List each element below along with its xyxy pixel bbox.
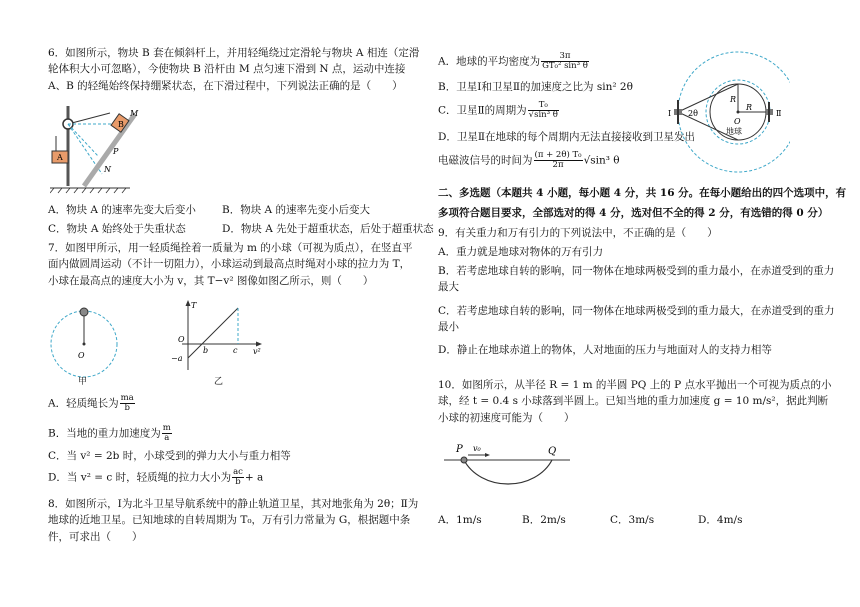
q8-option-b: B．卫星Ⅰ和卫星Ⅱ的加速度之比为 sin² 2θ bbox=[438, 81, 633, 93]
svg-text:c: c bbox=[233, 346, 238, 355]
svg-text:2θ: 2θ bbox=[688, 109, 698, 118]
svg-text:−a: −a bbox=[171, 354, 183, 363]
svg-text:N: N bbox=[104, 165, 111, 174]
q7-option-d: D．当 v² = c 时，轻质绳的拉力大小为 $\frac{ac}{b}$ + a bbox=[48, 467, 264, 487]
svg-text:T: T bbox=[191, 301, 197, 310]
svg-text:O: O bbox=[178, 335, 185, 344]
svg-text:O: O bbox=[734, 117, 741, 126]
svg-text:R: R bbox=[730, 95, 737, 104]
svg-text:B: B bbox=[118, 120, 124, 129]
svg-text:Ⅰ: Ⅰ bbox=[668, 109, 672, 118]
q6-option-a: A．物块 A 的速率先变大后变小 bbox=[48, 204, 196, 216]
q6-figure bbox=[50, 104, 160, 196]
q7-option-a: A．轻质绳长为 $\frac{ma}{b}$ bbox=[48, 393, 134, 413]
q8-option-c: C．卫星Ⅱ的周期为 $\frac{\text{T₀}}{\text{√sin³ θ}}$ bbox=[438, 100, 558, 120]
q9-option-a: A．重力就是地球对物体的万有引力 bbox=[438, 246, 604, 258]
q9-option-b: B．若考虑地球自转的影响，同一物体在地球两极受到的重力最小，在赤道受到的重力最大 bbox=[438, 265, 835, 294]
q10-option-a: A．1m/s bbox=[438, 514, 482, 526]
svg-text:A: A bbox=[57, 153, 63, 162]
svg-text:R: R bbox=[746, 103, 753, 112]
svg-text:v₀: v₀ bbox=[473, 444, 481, 453]
section2-line2: 多项符合题目要求，全部选对的得 4 分，选对但不全的得 2 分，有选错的得 0 分） bbox=[438, 207, 829, 219]
q7-label-yi: 乙 bbox=[214, 377, 224, 387]
q6-option-c: C．物块 A 始终处于失重状态 bbox=[48, 223, 186, 235]
svg-text:O: O bbox=[78, 351, 85, 360]
svg-text:Q: Q bbox=[548, 446, 557, 457]
q8-option-a: A．地球的平均密度为 $\frac{3\pi}{\text{GT₀² sin³ θ}}$ bbox=[438, 51, 588, 71]
svg-text:地球: 地球 bbox=[726, 127, 742, 136]
q8-stem: 8．如图所示，Ⅰ为北斗卫星导航系统中的静止轨道卫星，其对地张角为 2θ；Ⅱ为地球的近地卫星。已知地球的自转周期为 T₀，万有引力常量为 G，根据题中条件，可求出（ ） bbox=[48, 498, 419, 543]
svg-text:P: P bbox=[456, 444, 463, 455]
section2-line1: 二、多选题（本题共 4 小题，每小题 4 分，共 16 分。在每小题给出的四个选项中，有 bbox=[438, 187, 847, 199]
q7-stem: 7．如图甲所示，用一轻质绳拴着一质量为 m 的小球（可视为质点），在竖直平面内做圆周运动（不计一切阻力），小球运动到最高点时绳对小球的拉力为 T，小球在最高点的速度大小为 v，其 T−v² 图像如图乙所示，则（ ） bbox=[48, 242, 413, 287]
q9-option-d: D．静止在地球赤道上的物体，人对地面的压力与地面对人的支持力相等 bbox=[438, 344, 772, 356]
svg-text:Ⅱ: Ⅱ bbox=[776, 109, 782, 118]
q7-figure-yi bbox=[170, 300, 265, 372]
q10-figure bbox=[440, 442, 590, 504]
q9-option-c: C．若考虑地球自转的影响，同一物体在地球两极受到的重力最大，在赤道受到的重力最小 bbox=[438, 305, 835, 334]
q10-stem: 10．如图所示，从半径 R = 1 m 的半圆 PQ 上的 P 点水平抛出一个可视为质点的小球，经 t = 0.4 s 小球落到半圆上。已知当地的重力加速度 g = 10 m/s²，据此判断小球的初速度可能为（ ） bbox=[438, 379, 832, 424]
svg-text:b: b bbox=[203, 346, 209, 355]
q7-label-jia: 甲 bbox=[78, 377, 88, 387]
q8-option-d-line2: 电磁波信号的时间为 $\frac{\text{(π + 2θ) T₀}}{2\pi}$ √sin³ θ bbox=[438, 150, 620, 170]
q9-stem: 9．有关重力和万有引力的下列说法中，不正确的是（ ） bbox=[438, 227, 718, 239]
q10-option-d: D．4m/s bbox=[698, 514, 743, 526]
svg-text:M: M bbox=[130, 109, 139, 118]
svg-text:P: P bbox=[113, 147, 119, 156]
svg-text:v²: v² bbox=[253, 347, 261, 356]
q10-option-c: C．3m/s bbox=[610, 514, 655, 526]
satellite-ii-icon bbox=[766, 102, 773, 122]
q6-option-d: D．物块 A 先处于超重状态，后处于超重状态 bbox=[222, 223, 434, 235]
q10-option-b: B．2m/s bbox=[522, 514, 566, 526]
q8-figure bbox=[668, 40, 790, 180]
q7-option-b: B．当地的重力加速度为 $\frac{m}{a}$ bbox=[48, 423, 171, 443]
q7-option-c: C．当 v² = 2b 时，小球受到的弹力大小与重力相等 bbox=[48, 450, 291, 462]
q8-option-d-line1: D．卫星Ⅱ在地球的每个周期内无法直接接收到卫星发出 bbox=[438, 131, 696, 143]
q6-option-b: B．物块 A 的速率先变小后变大 bbox=[222, 204, 370, 216]
q6-stem: 6．如图所示，物块 B 套在倾斜杆上，并用轻绳绕过定滑轮与物块 A 相连（定滑轮体积大小可忽略），今使物块 B 沿杆由 M 点匀速下滑到 N 点，运动中连接 A、B 的轻绳始终保持绷紧状态，在下滑过程中，下列说法正确的是（ ） bbox=[48, 47, 420, 92]
satellite-i-icon bbox=[674, 100, 682, 124]
